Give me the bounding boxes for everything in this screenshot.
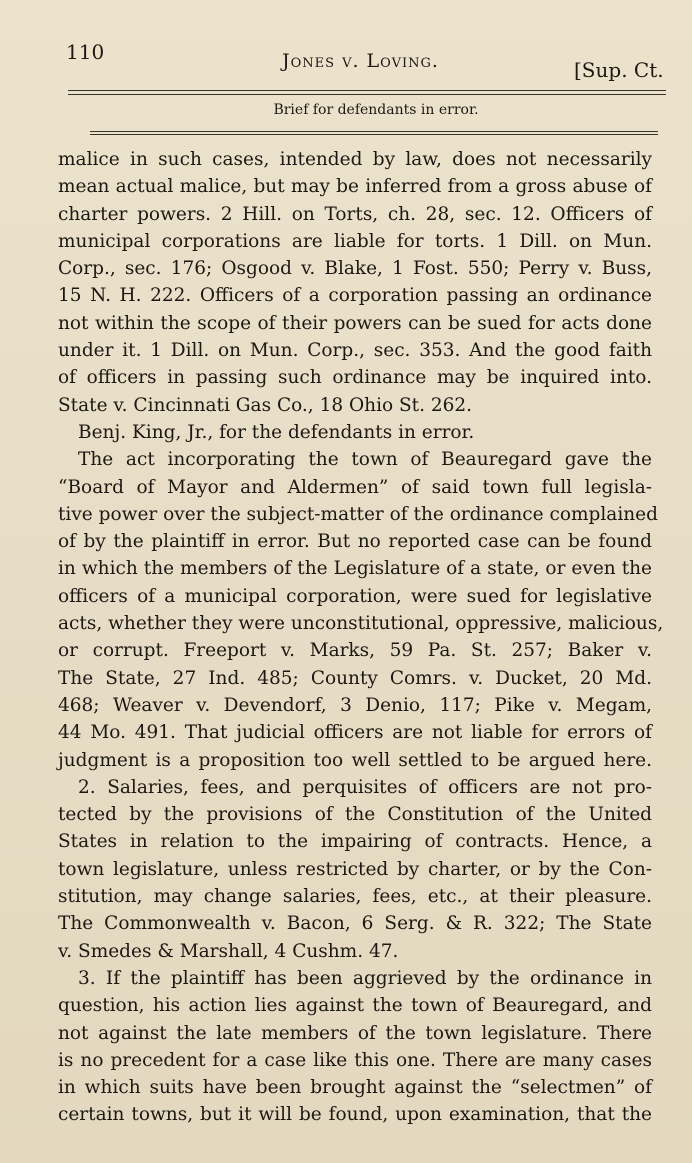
text-line: Benj. King, Jr., for the defendants in error. <box>78 421 475 443</box>
page-number: 110 <box>66 40 105 64</box>
subheading-rule <box>90 131 658 132</box>
header-rule <box>68 94 666 95</box>
text-line: 468; Weaver v. Devendorf, 3 Denio, 117; Pike v. Megam, <box>58 694 652 716</box>
text-line: not against the late members of the town legislature. There <box>58 1022 652 1044</box>
text-line: of officers in passing such ordinance may be inquired into. <box>58 367 652 389</box>
text-line: certain towns, but it will be found, upon examination, that the <box>58 1104 652 1126</box>
text-line: malice in such cases, intended by law, does not necessarily <box>58 149 652 170</box>
text-line: States in relation to the impairing of contracts. Hence, a <box>58 831 652 853</box>
court-label: [Sup. Ct. <box>574 58 664 82</box>
text-line: Corp., sec. 176; Osgood v. Blake, 1 Fost. 550; Perry v. Buss, <box>58 258 652 280</box>
text-line: State v. Cincinnati Gas Co., 18 Ohio St. 262. <box>58 394 473 416</box>
body-text <box>58 146 664 1129</box>
text-line: stitution, may change salaries, fees, etc., at their pleasure. <box>58 886 652 908</box>
text-line: of by the plaintiff in error. But no reported case can be found <box>58 531 652 553</box>
text-line: municipal corporations are liable for torts. 1 Dill. on Mun. <box>58 230 652 252</box>
text-line: The State, 27 Ind. 485; County Comrs. v. Ducket, 20 Md. <box>58 667 652 689</box>
subheading-rule <box>90 134 658 135</box>
text-line: tected by the provisions of the Constitution of the United <box>58 804 652 826</box>
text-line: acts, whether they were unconstitutional, oppressive, malicious, <box>58 613 664 635</box>
text-line: tive power over the subject-matter of the ordinance complained <box>58 503 658 525</box>
text-line: question, his action lies against the town of Beauregard, and <box>58 995 652 1017</box>
text-line: not within the scope of their powers can be sued for acts done <box>58 312 652 334</box>
text-line: is no precedent for a case like this one. There are many cases <box>58 1049 652 1071</box>
text-line: 3. If the plaintiff has been aggrieved by the ordinance in <box>78 967 652 989</box>
text-line: v. Smedes & Marshall, 4 Cushm. 47. <box>58 940 399 962</box>
text-line: 15 N. H. 222. Officers of a corporation passing an ordinance <box>58 285 652 307</box>
text-line: 44 Mo. 491. That judicial officers are not liable for errors of <box>58 722 652 744</box>
text-line: mean actual malice, but may be inferred from a gross abuse of <box>58 176 652 198</box>
text-line: town legislature, unless restricted by charter, or by the Con- <box>58 858 652 880</box>
running-title: Jones v. Loving. <box>282 50 439 72</box>
brief-subheading: Brief for defendants in error. <box>273 102 479 118</box>
text-line: under it. 1 Dill. on Mun. Corp., sec. 353. And the good faith <box>58 340 652 362</box>
text-line: The Commonwealth v. Bacon, 6 Serg. & R. 322; The State <box>58 913 652 935</box>
text-line: The act incorporating the town of Beauregard gave the <box>78 449 652 471</box>
text-line: charter powers. 2 Hill. on Torts, ch. 28, sec. 12. Officers of <box>58 203 652 225</box>
text-line: officers of a municipal corporation, were sued for legislative <box>58 585 652 607</box>
text-line: in which suits have been brought against the “selectmen” of <box>58 1077 652 1099</box>
header-rule <box>68 90 666 91</box>
text-line: judgment is a proposition too well settled to be argued here. <box>58 749 652 771</box>
text-line: 2. Salaries, fees, and perquisites of officers are not pro- <box>78 776 652 798</box>
text-line: “Board of Mayor and Aldermen” of said town full legisla- <box>58 476 652 498</box>
text-line: in which the members of the Legislature of a state, or even the <box>58 558 652 580</box>
text-line: or corrupt. Freeport v. Marks, 59 Pa. St. 257; Baker v. <box>58 640 652 662</box>
